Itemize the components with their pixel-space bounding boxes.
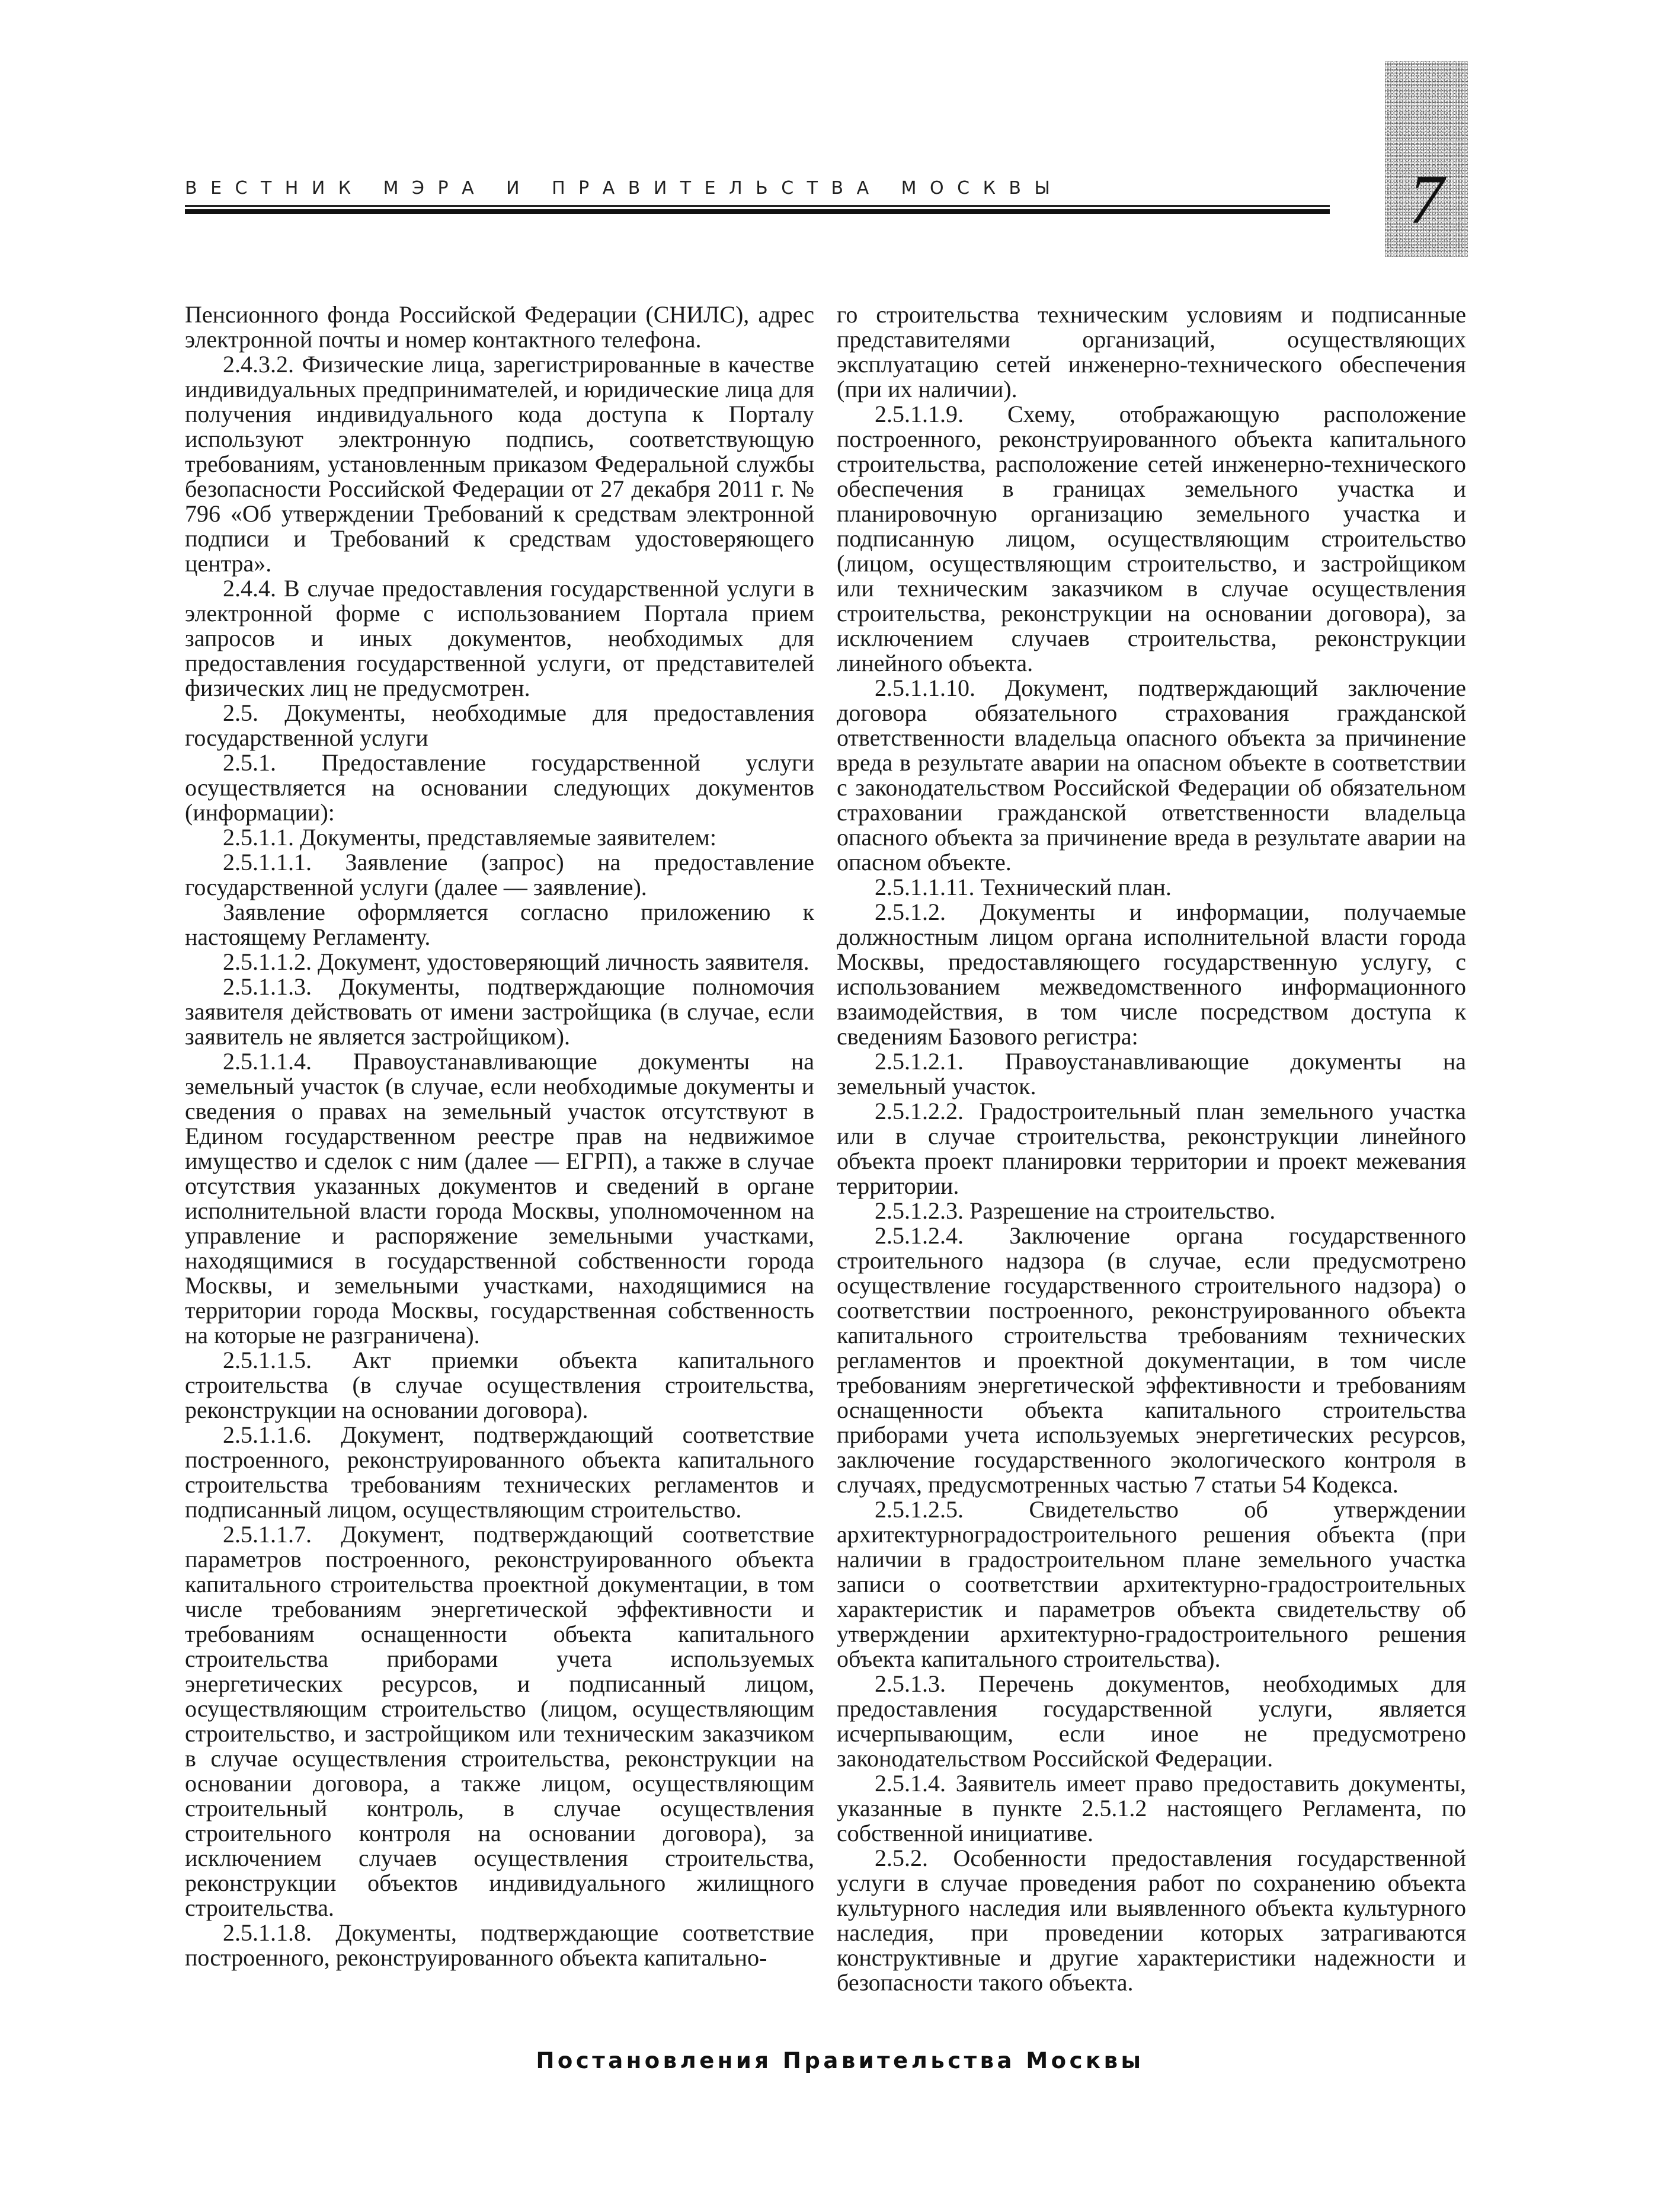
paragraph: 2.4.4. В случае предоставления государственной услуги в электронной форме с использованием Портала прием запросов и иных документов, необходимых для предоставления государственной услуги, от представителей физических лиц не предусмотрен. xyxy=(185,575,814,701)
header-rule xyxy=(185,205,1330,207)
paragraph: 2.5.1.1.8. Документы, подтверждающие соответствие построенного, реконструированного объекта капитально- xyxy=(185,1919,814,1971)
paragraph: 2.5.1.2.4. Заключение органа государственного строительного надзора (в случае, если предусмотрено осуществление государственного строительного надзора) о соответствии построенного, реконструированного объекта капитального строительства требованиям технических регламентов и проектной документации, в том числе требованиям энергетической эффективности и требованиям оснащенности объекта капитального строительства приборами учета используемых энергетических ресурсов, заключение государственного экологического контроля в случаях, предусмотренных частью 7 статьи 54 Кодекса. xyxy=(837,1222,1466,1498)
paragraph: 2.5.1.1. Документы, представляемые заявителем: xyxy=(223,824,716,851)
paragraph: 2.5.1.2.1. Правоустанавливающие документы на земельный участок. xyxy=(837,1048,1466,1100)
paragraph: Заявление оформляется согласно приложению к настоящему Регламенту. xyxy=(185,899,814,950)
paragraph: 2.5.1.2.5. Свидетельство об утверждении архитектурноградостроительного решения объекта (при наличии в градостроительном плане земельного участка записи о соответствии архитектурно-градостроительных характеристик и параметров объекта свидетельству об утверждении архитектурно-градостроительного решения объекта капитального строительства). xyxy=(837,1496,1466,1672)
paragraph: 2.5.1.2. Документы и информации, получаемые должностным лицом органа исполнительной власти города Москвы, предоставляющего государственную услугу, с использованием межведомственного информационного взаимодействия, в том числе посредством доступа к сведениям Базового регистра: xyxy=(837,899,1466,1050)
header-rule-thick xyxy=(185,209,1330,214)
paragraph: 2.5.1.1.3. Документы, подтверждающие полномочия заявителя действовать от имени застройщика (в случае, если заявитель не является застройщиком). xyxy=(185,973,814,1050)
paragraph: 2.5.1.2.3. Разрешение на строительство. xyxy=(875,1197,1276,1224)
paragraph: 2.5.1. Предоставление государственной услуги осуществляется на основании следующих документов (информации): xyxy=(185,749,814,826)
paragraph: Пенсионного фонда Российской Федерации (СНИЛС), адрес электронной почты и номер контактного телефона. xyxy=(185,301,814,353)
paragraph: 2.5. Документы, необходимые для предоставления государственной услуги xyxy=(185,699,814,751)
footer-section-title: Постановления Правительства Москвы xyxy=(536,2048,1144,2073)
left-column xyxy=(185,302,814,1970)
paragraph: 2.5.1.1.11. Технический план. xyxy=(875,874,1172,900)
paragraph: 2.5.1.3. Перечень документов, необходимых для предоставления государственной услуги, является исчерпывающим, если иное не предусмотрено законодательством Российской Федерации. xyxy=(837,1670,1466,1772)
paragraph: 2.5.1.1.1. Заявление (запрос) на предоставление государственной услуги (далее — заявление). xyxy=(185,849,814,900)
page-number: 7 xyxy=(1409,161,1444,238)
paragraph: 2.4.3.2. Физические лица, зарегистрированные в качестве индивидуальных предпринимателей, и юридические лица для получения индивидуального кода доступа к Порталу используют электронную подпись, соответствующую требованиям, установленным приказом Федеральной службы безопасности Российской Федерации от 27 декабря 2011 г. № 796 «Об утверждении Требований к средствам электронной подписи и Требований к средствам удостоверяющего центра». xyxy=(185,351,814,577)
paragraph: 2.5.1.4. Заявитель имеет право предоставить документы, указанные в пункте 2.5.1.2 настоящего Регламента, по собственной инициативе. xyxy=(837,1770,1466,1846)
paragraph: 2.5.1.1.9. Схему, отображающую расположение построенного, реконструированного объекта капитального строительства, расположение сетей инженерно-технического обеспечения в границах земельного участка и планировочную организацию земельного участка и подписанную лицом, осуществляющим строительство (лицом, осуществляющим строительство, и застройщиком или техническим заказчиком в случае осуществления строительства, реконструкции на основании договора), за исключением случаев строительства, реконструкции линейного объекта. xyxy=(837,401,1466,676)
journal-title: ВЕСТНИК МЭРА И ПРАВИТЕЛЬСТВА МОСКВЫ xyxy=(185,178,1064,199)
right-column xyxy=(837,302,1466,1995)
paragraph: 2.5.1.1.4. Правоустанавливающие документы на земельный участок (в случае, если необходимые документы и сведения о правах на земельный участок отсутствуют в Едином государственном реестре прав на недвижимое имущество и сделок с ним (далее — ЕГРП), а также в случае отсутствия указанных документов и сведений в органе исполнительной власти города Москвы, уполномоченном на управление и распоряжение земельными участками, находящимися в государственной собственности города Москвы, и земельными участками, находящимися на территории города Москвы, государственная собственность на которые не разграничена). xyxy=(185,1048,814,1348)
paragraph: 2.5.1.1.7. Документ, подтверждающий соответствие параметров построенного, реконструированного объекта капитального строительства проектной документации, в том числе требованиям энергетической эффективности и требованиям оснащенности объекта капитального строительства приборами учета используемых энергетических ресурсов, и подписанный лицом, осуществляющим строительство (лицом, осуществляющим строительство, и застройщиком или техническим заказчиком в случае осуществления строительства, реконструкции на основании договора, а также лицом, осуществляющим строительный контроль, в случае осуществления строительного контроля на основании договора), за исключением случаев осуществления строительства, реконструкции объектов индивидуального жилищного строительства. xyxy=(185,1521,814,1921)
paragraph: 2.5.1.1.10. Документ, подтверждающий заключение договора обязательного страхования гражданской ответственности владельца опасного объекта за причинение вреда в результате аварии на опасном объекте в соответствии с законодательством Российской Федерации об обязательном страховании гражданской ответственности владельца опасного объекта за причинение вреда в результате аварии на опасном объекте. xyxy=(837,675,1466,875)
paragraph: 2.5.1.1.5. Акт приемки объекта капитального строительства (в случае осуществления строительства, реконструкции на основании договора). xyxy=(185,1347,814,1423)
paragraph: 2.5.1.1.6. Документ, подтверждающий соответствие построенного, реконструированного объекта капитального строительства требованиям технических регламентов и подписанный лицом, осуществляющим строительство. xyxy=(185,1421,814,1523)
paragraph: 2.5.1.2.2. Градостроительный план земельного участка или в случае строительства, реконструкции линейного объекта проект планировки территории и проект межевания территории. xyxy=(837,1098,1466,1199)
paragraph: го строительства техническим условиям и подписанные представителями организаций, осуществляющих эксплуатацию сетей инженерно-технического обеспечения (при их наличии). xyxy=(837,301,1466,402)
paragraph: 2.5.1.1.2. Документ, удостоверяющий личность заявителя. xyxy=(223,948,809,975)
paragraph: 2.5.2. Особенности предоставления государственной услуги в случае проведения работ по сохранению объекта культурного наследия или выявленного объекта культурного наследия, при проведении которых затрагиваются конструктивные и другие характеристики надежности и безопасности такого объекта. xyxy=(837,1845,1466,1996)
